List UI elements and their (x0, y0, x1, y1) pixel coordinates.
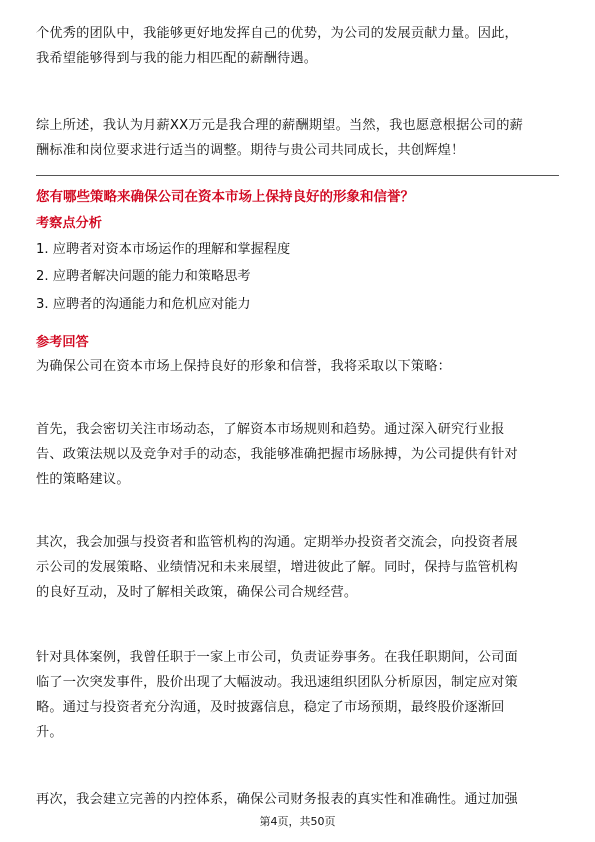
answer-paragraph-2 (36, 530, 562, 605)
paragraph-line: 个优秀的团队中，我能够更好地发挥自己的优势，为公司的发展贡献力量。因此， (36, 26, 518, 41)
paragraph-line: 酬标准和岗位要求进行适当的调整。期待与贵公司共同成长，共创辉煌！ (36, 143, 465, 158)
paragraph-line: 性的策略建议。 (36, 472, 130, 487)
paragraph-line: 其次，我会加强与投资者和监管机构的沟通。定期举办投资者交流会，向投资者展 (36, 535, 518, 550)
interview-question: 您有哪些策略来确保公司在资本市场上保持良好的形象和信誉？ (36, 189, 414, 205)
paragraph-line: 我希望能够得到与我的能力相匹配的薪酬待遇。 (36, 51, 318, 66)
paragraph-line: 略。通过与投资者充分沟通，及时披露信息，稳定了市场预期，最终股价逐渐回 (36, 700, 505, 715)
page-number: 第4页，共50页 (259, 815, 336, 828)
paragraph-line: 为确保公司在资本市场上保持良好的形象和信誉，我将采取以下策略： (36, 359, 452, 374)
paragraph-line: 首先，我会密切关注市场动态，了解资本市场规则和趋势。通过深入研究行业报 (36, 422, 505, 437)
answer-title: 参考回答 (36, 335, 89, 350)
paragraph-line: 告、政策法规以及竞争对手的动态，我能够准确把握市场脉搏，为公司提供有针对 (36, 447, 518, 462)
paragraph-line: 临了一次突发事件，股价出现了大幅波动。我迅速组织团队分析原因，制定应对策 (36, 675, 518, 690)
paragraph-line: 的良好互动，及时了解相关政策，确保公司合规经营。 (36, 585, 358, 600)
paragraph-line: 升。 (36, 725, 63, 740)
paragraph-line: 针对具体案例，我曾任职于一家上市公司，负责证券事务。在我任职期间，公司面 (36, 650, 518, 665)
answer-paragraph-1 (36, 417, 562, 492)
answer-paragraph-3 (36, 645, 562, 745)
conclusion-paragraph (36, 113, 562, 163)
intro-paragraph (36, 21, 562, 71)
analysis-item: 3. 应聘者的沟通能力和危机应对能力 (36, 297, 251, 312)
analysis-item: 1. 应聘者对资本市场运作的理解和掌握程度 (36, 242, 291, 257)
paragraph-line: 综上所述，我认为月薪XX万元是我合理的薪酬期望。当然，我也愿意根据公司的薪 (36, 118, 524, 133)
section-divider (36, 175, 559, 176)
answer-paragraph-4 (36, 787, 562, 812)
analysis-title: 考察点分析 (36, 216, 102, 231)
paragraph-line: 再次，我会建立完善的内控体系，确保公司财务报表的真实性和准确性。通过加强 (36, 792, 518, 807)
analysis-item: 2. 应聘者解决问题的能力和策略思考 (36, 269, 251, 284)
answer-intro (36, 354, 562, 379)
paragraph-line: 示公司的发展策略、业绩情况和未来展望，增进彼此了解。同时，保持与监管机构 (36, 560, 518, 575)
